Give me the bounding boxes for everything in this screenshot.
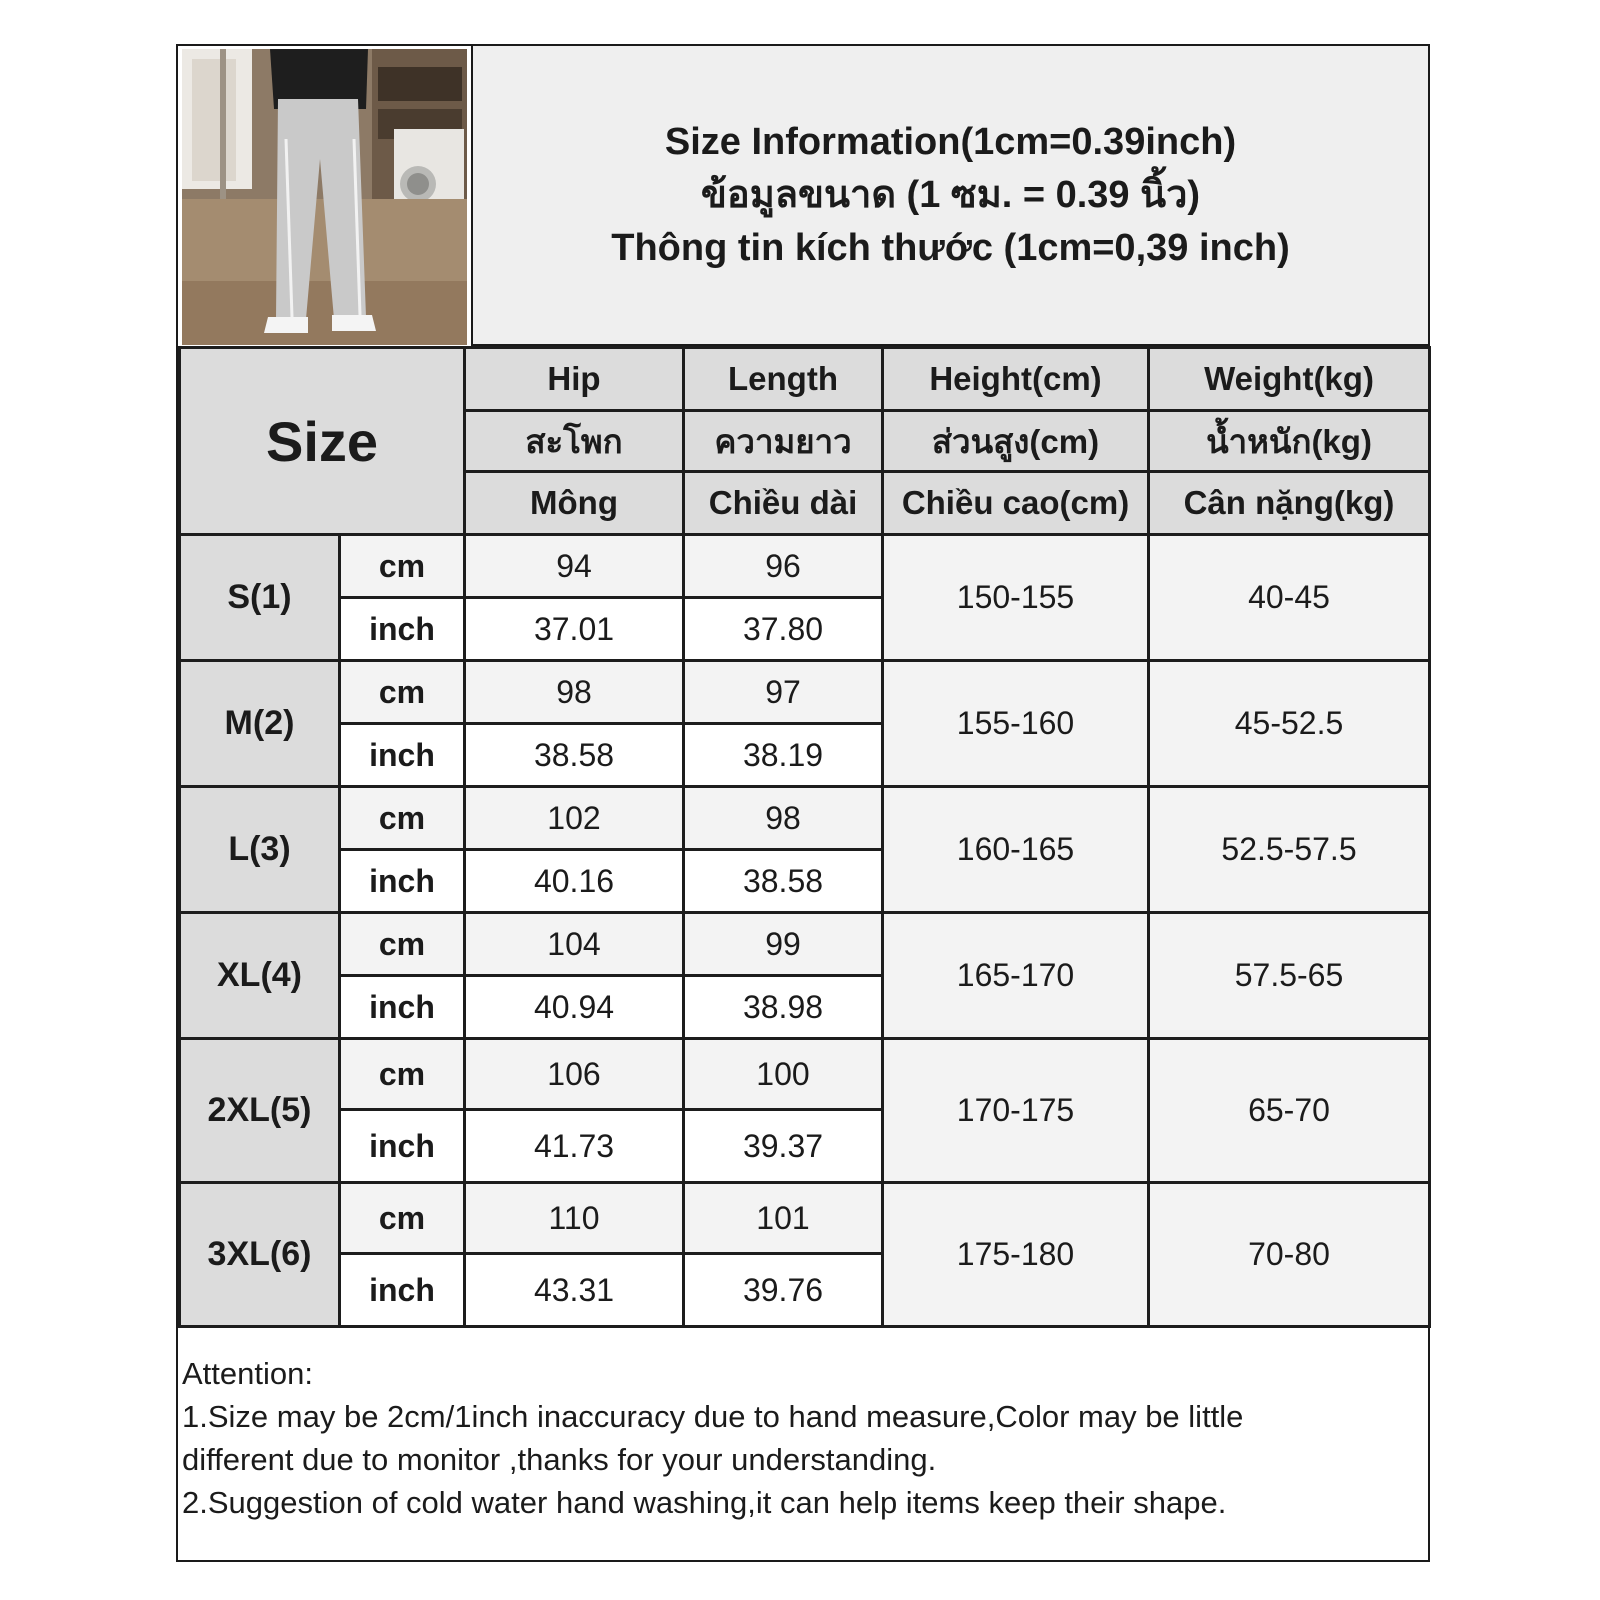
size-label: 2XL(5) (180, 1039, 340, 1183)
hip-cm: 98 (465, 661, 684, 724)
unit-label: cm (340, 661, 465, 724)
length-inch: 37.80 (684, 598, 883, 661)
length-cm: 99 (684, 913, 883, 976)
title-vietnamese: Thông tin kích thước (1cm=0,39 inch) (611, 226, 1290, 269)
size-column-header: Size (180, 348, 465, 535)
height-range: 150-155 (883, 535, 1149, 661)
table-row (180, 787, 1430, 850)
header-row-english (180, 348, 1430, 411)
unit-label: inch (340, 1110, 465, 1183)
length-cm: 97 (684, 661, 883, 724)
hip-inch: 43.31 (465, 1254, 684, 1327)
weight-range: 70-80 (1149, 1183, 1430, 1327)
header-height-vi: Chiều cao(cm) (883, 472, 1149, 535)
unit-label: cm (340, 1183, 465, 1254)
unit-label: inch (340, 598, 465, 661)
header-hip-en: Hip (465, 348, 684, 411)
table-row (180, 661, 1430, 724)
title-thai: ข้อมูลขนาด (1 ซม. = 0.39 นิ้ว) (700, 173, 1201, 216)
length-cm: 101 (684, 1183, 883, 1254)
hip-inch: 40.16 (465, 850, 684, 913)
table-row (180, 1183, 1430, 1254)
hip-inch: 41.73 (465, 1110, 684, 1183)
hip-cm: 110 (465, 1183, 684, 1254)
length-inch: 38.58 (684, 850, 883, 913)
size-label: 3XL(6) (180, 1183, 340, 1327)
header-height-en: Height(cm) (883, 348, 1149, 411)
attention-heading: Attention: (182, 1356, 313, 1391)
hip-cm: 102 (465, 787, 684, 850)
length-inch: 38.19 (684, 724, 883, 787)
header-weight-th: น้ำหนัก(kg) (1149, 411, 1430, 472)
unit-label: cm (340, 1039, 465, 1110)
hip-cm: 106 (465, 1039, 684, 1110)
unit-label: inch (340, 976, 465, 1039)
header-weight-vi: Cân nặng(kg) (1149, 472, 1430, 535)
header-hip-vi: Mông (465, 472, 684, 535)
length-inch: 39.37 (684, 1110, 883, 1183)
length-cm: 100 (684, 1039, 883, 1110)
length-inch: 38.98 (684, 976, 883, 1039)
attention-notes (182, 1352, 1420, 1524)
unit-label: cm (340, 913, 465, 976)
header-weight-en: Weight(kg) (1149, 348, 1430, 411)
weight-range: 45-52.5 (1149, 661, 1430, 787)
unit-label: inch (340, 850, 465, 913)
hip-cm: 94 (465, 535, 684, 598)
table-row (180, 1039, 1430, 1110)
attention-note-1a: 1.Size may be 2cm/1inch inaccuracy due to hand measure,Color may be little (182, 1399, 1244, 1434)
unit-label: cm (340, 787, 465, 850)
height-range: 155-160 (883, 661, 1149, 787)
height-range: 170-175 (883, 1039, 1149, 1183)
size-label: XL(4) (180, 913, 340, 1039)
title-block (471, 46, 1428, 346)
header-height-th: ส่วนสูง(cm) (883, 411, 1149, 472)
size-label: L(3) (180, 787, 340, 913)
weight-range: 57.5-65 (1149, 913, 1430, 1039)
size-chart-sheet (176, 44, 1430, 1562)
header-length-en: Length (684, 348, 883, 411)
table-row (180, 535, 1430, 598)
size-table (178, 346, 1431, 1328)
title-english: Size Information(1cm=0.39inch) (664, 120, 1237, 163)
weight-range: 52.5-57.5 (1149, 787, 1430, 913)
product-photo (182, 49, 467, 345)
length-cm: 96 (684, 535, 883, 598)
height-range: 175-180 (883, 1183, 1149, 1327)
height-range: 165-170 (883, 913, 1149, 1039)
length-inch: 39.76 (684, 1254, 883, 1327)
length-cm: 98 (684, 787, 883, 850)
weight-range: 65-70 (1149, 1039, 1430, 1183)
size-label: S(1) (180, 535, 340, 661)
attention-note-1b: different due to monitor ,thanks for your understanding. (182, 1442, 937, 1477)
header-length-th: ความยาว (684, 411, 883, 472)
unit-label: inch (340, 724, 465, 787)
height-range: 160-165 (883, 787, 1149, 913)
table-row (180, 913, 1430, 976)
hip-inch: 40.94 (465, 976, 684, 1039)
unit-label: inch (340, 1254, 465, 1327)
header-length-vi: Chiều dài (684, 472, 883, 535)
header-hip-th: สะโพก (465, 411, 684, 472)
weight-range: 40-45 (1149, 535, 1430, 661)
attention-note-2: 2.Suggestion of cold water hand washing,it can help items keep their shape. (182, 1485, 1227, 1520)
hip-inch: 37.01 (465, 598, 684, 661)
hip-inch: 38.58 (465, 724, 684, 787)
unit-label: cm (340, 535, 465, 598)
hip-cm: 104 (465, 913, 684, 976)
size-label: M(2) (180, 661, 340, 787)
